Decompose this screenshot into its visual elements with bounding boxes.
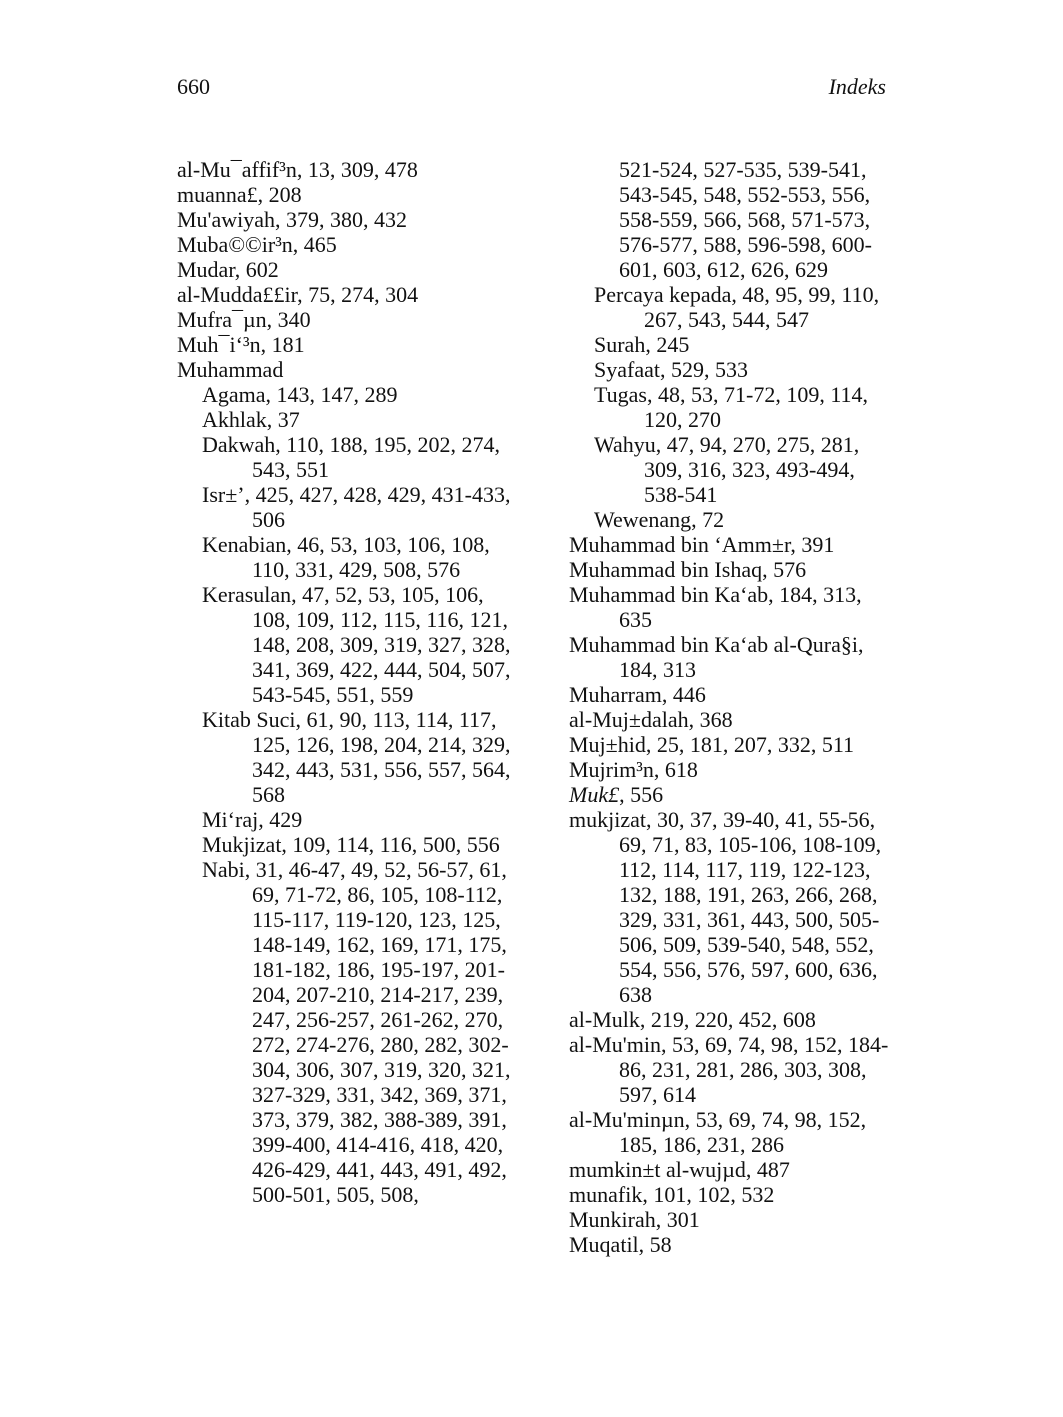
- page-number: 660: [177, 74, 210, 99]
- index-subentry: Kerasulan, 47, 52, 53, 105, 106, 108, 109, 112, 115, 116, 121, 148, 208, 309, 319, 327, 328, 341, 369, 422, 444, 504, 507, 543-545, 551, 559: [202, 582, 511, 707]
- index-subentry: Kitab Suci, 61, 90, 113, 114, 117, 125, 126, 198, 204, 214, 329, 342, 443, 531, 556, 557, 564, 568: [202, 707, 511, 807]
- index-entry: Muh¯i‘³n, 181: [177, 332, 305, 357]
- index-entry-italic-term: Muk£: [569, 782, 620, 807]
- index-subentry: Agama, 143, 147, 289: [202, 382, 398, 407]
- index-entry: Muba©©ir³n, 465: [177, 232, 337, 257]
- index-subentry: Mi‘raj, 429: [202, 807, 303, 832]
- index-entry: Muhammad bin ‘Amm±r, 391: [569, 532, 835, 557]
- index-entry: mumkin±t al-wujµd, 487: [569, 1157, 790, 1182]
- index-entry: Muharram, 446: [569, 682, 706, 707]
- index-subentry: Dakwah, 110, 188, 195, 202, 274, 543, 551: [202, 432, 500, 482]
- index-subentry: Percaya kepada, 48, 95, 99, 110, 267, 543, 544, 547: [594, 282, 880, 332]
- index-entry: al-Mulk, 219, 220, 452, 608: [569, 1007, 816, 1032]
- index-entry: Muhammad: [177, 357, 284, 382]
- index-entry: Muj±hid, 25, 181, 207, 332, 511: [569, 732, 855, 757]
- index-entry: Muqatil, 58: [569, 1232, 672, 1257]
- index-subentry: Isr±’, 425, 427, 428, 429, 431-433, 506: [202, 482, 511, 532]
- index-subentry: Mukjizat, 109, 114, 116, 500, 556: [202, 832, 500, 857]
- index-subentry: Nabi, 31, 46-47, 49, 52, 56-57, 61, 69, 71-72, 86, 105, 108-112, 115-117, 119-120, 123, 125, 148-149, 162, 169, 171, 175, 181-182, 186, 195-197, 201-204, 207-210, 214-217, 239, 247, 256-257, 261-262, 270, 272, 274-276, 280, 282, 302-304, 306, 307, 319, 320, 321, 327-329, 331, 342, 369, 371, 373, 379, 382, 388-389, 391, 399-400, 414-416, 418, 420, 426-429, 441, 443, 491, 492, 500-501, 505, 508,: [202, 857, 511, 1207]
- index-subentry: 521-524, 527-535, 539-541, 543-545, 548, 552-553, 556, 558-559, 566, 568, 571-573, 576-577, 588, 596-598, 600-601, 603, 612, 626, 629: [619, 157, 872, 282]
- index-entry: Muhammad bin Ka‘ab, 184, 313, 635: [569, 582, 862, 632]
- index-subentry: Wahyu, 47, 94, 270, 275, 281, 309, 316, 323, 493-494, 538-541: [594, 432, 860, 507]
- index-entry: Mu'awiyah, 379, 380, 432: [177, 207, 408, 232]
- index-subentry: Akhlak, 37: [202, 407, 300, 432]
- index-entry: munafik, 101, 102, 532: [569, 1182, 775, 1207]
- index-entry: Muhammad bin Ka‘ab al-Qura§i, 184, 313: [569, 632, 864, 682]
- index-column-right: [569, 157, 899, 1257]
- index-subentry: Tugas, 48, 53, 71-72, 109, 114, 120, 270: [594, 382, 869, 432]
- index-subentry: Syafaat, 529, 533: [594, 357, 748, 382]
- index-entry: Muk£, 556: [569, 782, 664, 807]
- index-column-left: [177, 157, 527, 1207]
- index-entry: al-Muj±dalah, 368: [569, 707, 733, 732]
- running-head: Indeks: [828, 74, 886, 99]
- index-entry: al-Mudda££ir, 75, 274, 304: [177, 282, 419, 307]
- index-entry: Mudar, 602: [177, 257, 279, 282]
- index-entry: al-Mu'min, 53, 69, 74, 98, 152, 184-86, 231, 281, 286, 303, 308, 597, 614: [569, 1032, 889, 1107]
- index-subentry: Kenabian, 46, 53, 103, 106, 108, 110, 331, 429, 508, 576: [202, 532, 490, 582]
- index-subentry: Wewenang, 72: [594, 507, 725, 532]
- index-entry: Munkirah, 301: [569, 1207, 700, 1232]
- index-entry: mukjizat, 30, 37, 39-40, 41, 55-56, 69, 71, 83, 105-106, 108-109, 112, 114, 117, 119, 122-123, 132, 188, 191, 263, 266, 268, 329, 331, 361, 443, 500, 505-506, 509, 539-540, 548, 552, 554, 556, 576, 597, 600, 636, 638: [569, 807, 882, 1007]
- index-subentry: Surah, 245: [594, 332, 690, 357]
- index-entry: al-Mu'minµn, 53, 69, 74, 98, 152, 185, 186, 231, 286: [569, 1107, 867, 1157]
- index-entry: Mujrim³n, 618: [569, 757, 698, 782]
- index-entry: muanna£, 208: [177, 182, 302, 207]
- index-entry: Mufra¯µn, 340: [177, 307, 311, 332]
- index-entry: Muhammad bin Ishaq, 576: [569, 557, 807, 582]
- index-entry: al-Mu¯affif³n, 13, 309, 478: [177, 157, 418, 182]
